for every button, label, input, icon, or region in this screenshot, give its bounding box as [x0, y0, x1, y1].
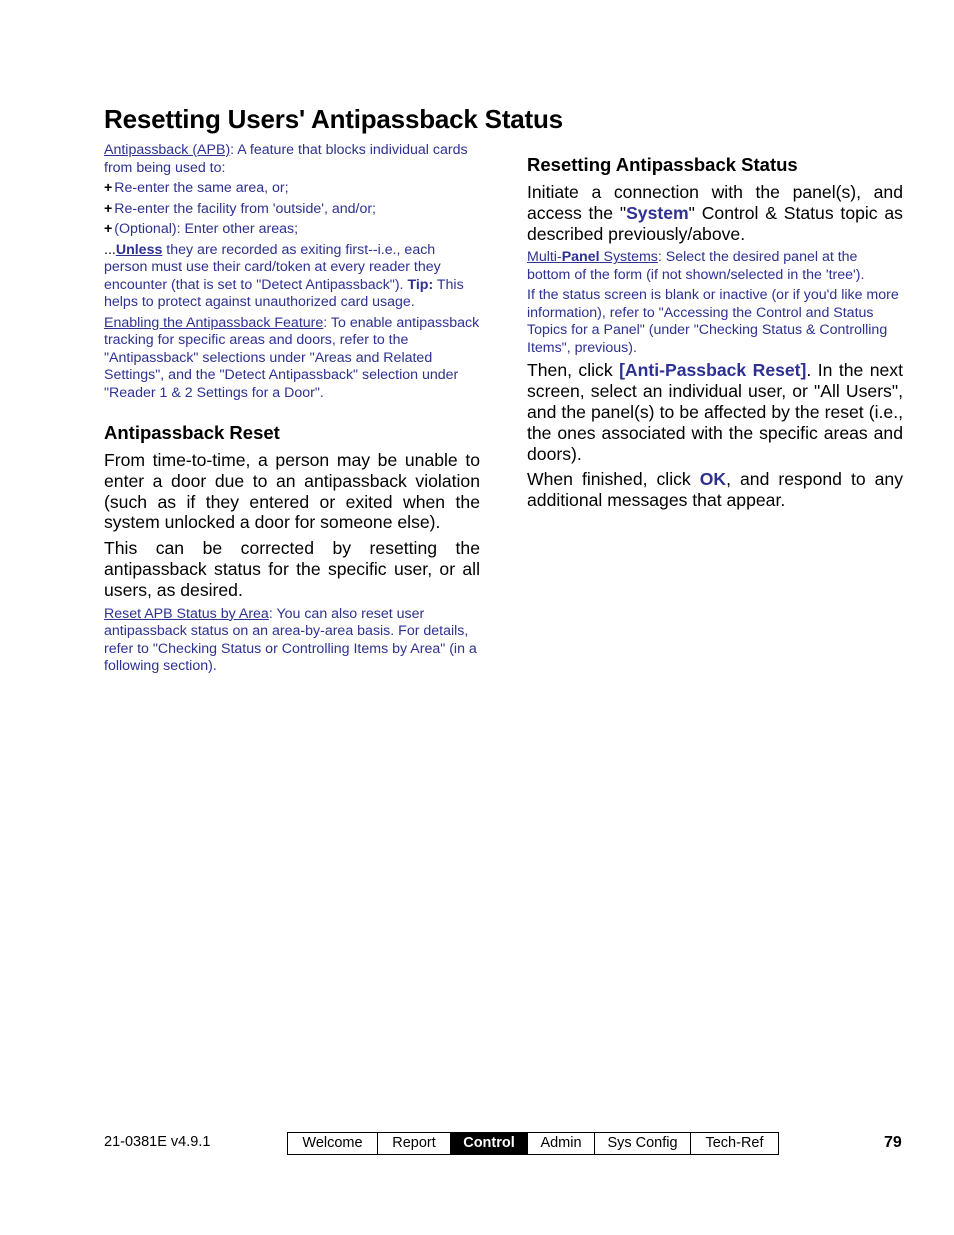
then-paragraph: Then, click [Anti-Passback Reset]. In the next screen, select an individual user, or "All Users", and the panel(s) to be affected by the reset (i.e., the ones associated with the specific areas and doors). [527, 360, 903, 464]
tab-report[interactable]: Report [377, 1133, 450, 1154]
tab-admin[interactable]: Admin [527, 1133, 594, 1154]
tip-label: Tip: [407, 276, 434, 293]
bullet-item: + Re-enter the same area, or; [104, 180, 289, 196]
bullet-item: + Re-enter the facility from 'outside', and/or; [104, 200, 376, 217]
area-link[interactable]: Reset APB Status by Area [104, 605, 269, 622]
plus-icon: + [104, 180, 113, 196]
anti-passback-reset-keyword: [Anti-Passback Reset] [619, 360, 807, 381]
plus-icon: + [104, 221, 113, 237]
multi-panel-note: Multi-Panel Systems: Select the desired panel at the bottom of the form (if not shown/selected in the 'tree'). [527, 249, 865, 283]
tab-tech-ref[interactable]: Tech-Ref [690, 1133, 778, 1154]
page-title: Resetting Users' Antipassback Status [104, 104, 563, 134]
bullet-item: + (Optional): Enter other areas; [104, 221, 299, 237]
reset-paragraph-1: From time-to-time, a person may be unable to enter a door due to an antipassback violation (such as if they entered or exited when the system unlocked a door for someone else). [104, 450, 480, 533]
unless-link[interactable]: Unless [115, 241, 163, 258]
page-number: 79 [884, 1134, 902, 1151]
resetting-heading: Resetting Antipassback Status [527, 154, 798, 175]
plus-icon: + [104, 200, 113, 217]
document-id: 21-0381E v4.9.1 [104, 1134, 211, 1150]
apb-text: : A feature that blocks individual cards from being used to: [104, 142, 468, 176]
enabling-note: Enabling the Antipassback Feature: To enable antipassback tracking for specific areas and doors, refer to the "Antipassback" selections under "Areas and Related Settings", and the "Detect Antipassback" selection under "Reader 1 & 2 Settings for a Door". [104, 314, 480, 401]
reset-paragraph-2: This can be corrected by resetting the antipassback status for the specific user, or all users, as desired. [104, 538, 480, 600]
area-note: Reset APB Status by Area: You can also reset user antipassback status on an area-by-area basis. For details, refer to "Checking Status or Controlling Items by Area" (in a following section). [104, 605, 477, 675]
enabling-link[interactable]: Enabling the Antipassback Feature [104, 314, 324, 331]
initiate-paragraph: Initiate a connection with the panel(s), and access the "System" Control & Status topic as described previously/above. [527, 182, 903, 244]
system-keyword: System [626, 202, 689, 223]
apb-note [104, 142, 480, 177]
apb-link[interactable]: Antipassback (APB) [104, 142, 231, 158]
antipassback-reset-heading: Antipassback Reset [104, 422, 280, 443]
tab-welcome[interactable]: Welcome [302, 1135, 363, 1151]
unless-note: ...Unless they are recorded as exiting first--i.e., each person must use their card/token at every reader they encounter (that is set to "Detect Antipassback"). Tip: This helps to protect against unauthorized card usage. [104, 241, 464, 310]
multi-panel-link[interactable]: Multi-Panel Systems [527, 249, 658, 266]
blank-screen-note: If the status screen is blank or inactive (or if you'd like more information), refer to "Accessing the Control and Status Topics for a Panel" (under "Checking Status & Controlling Items", previous). [527, 287, 899, 356]
tab-control[interactable]: Control [450, 1133, 527, 1154]
tab-sys-config[interactable]: Sys Config [594, 1133, 690, 1154]
left-column [104, 142, 480, 679]
ok-keyword: OK [699, 469, 727, 490]
right-column [527, 154, 903, 516]
finished-paragraph: When finished, click OK, and respond to any additional messages that appear. [527, 469, 903, 511]
section-tabs [287, 1132, 779, 1155]
